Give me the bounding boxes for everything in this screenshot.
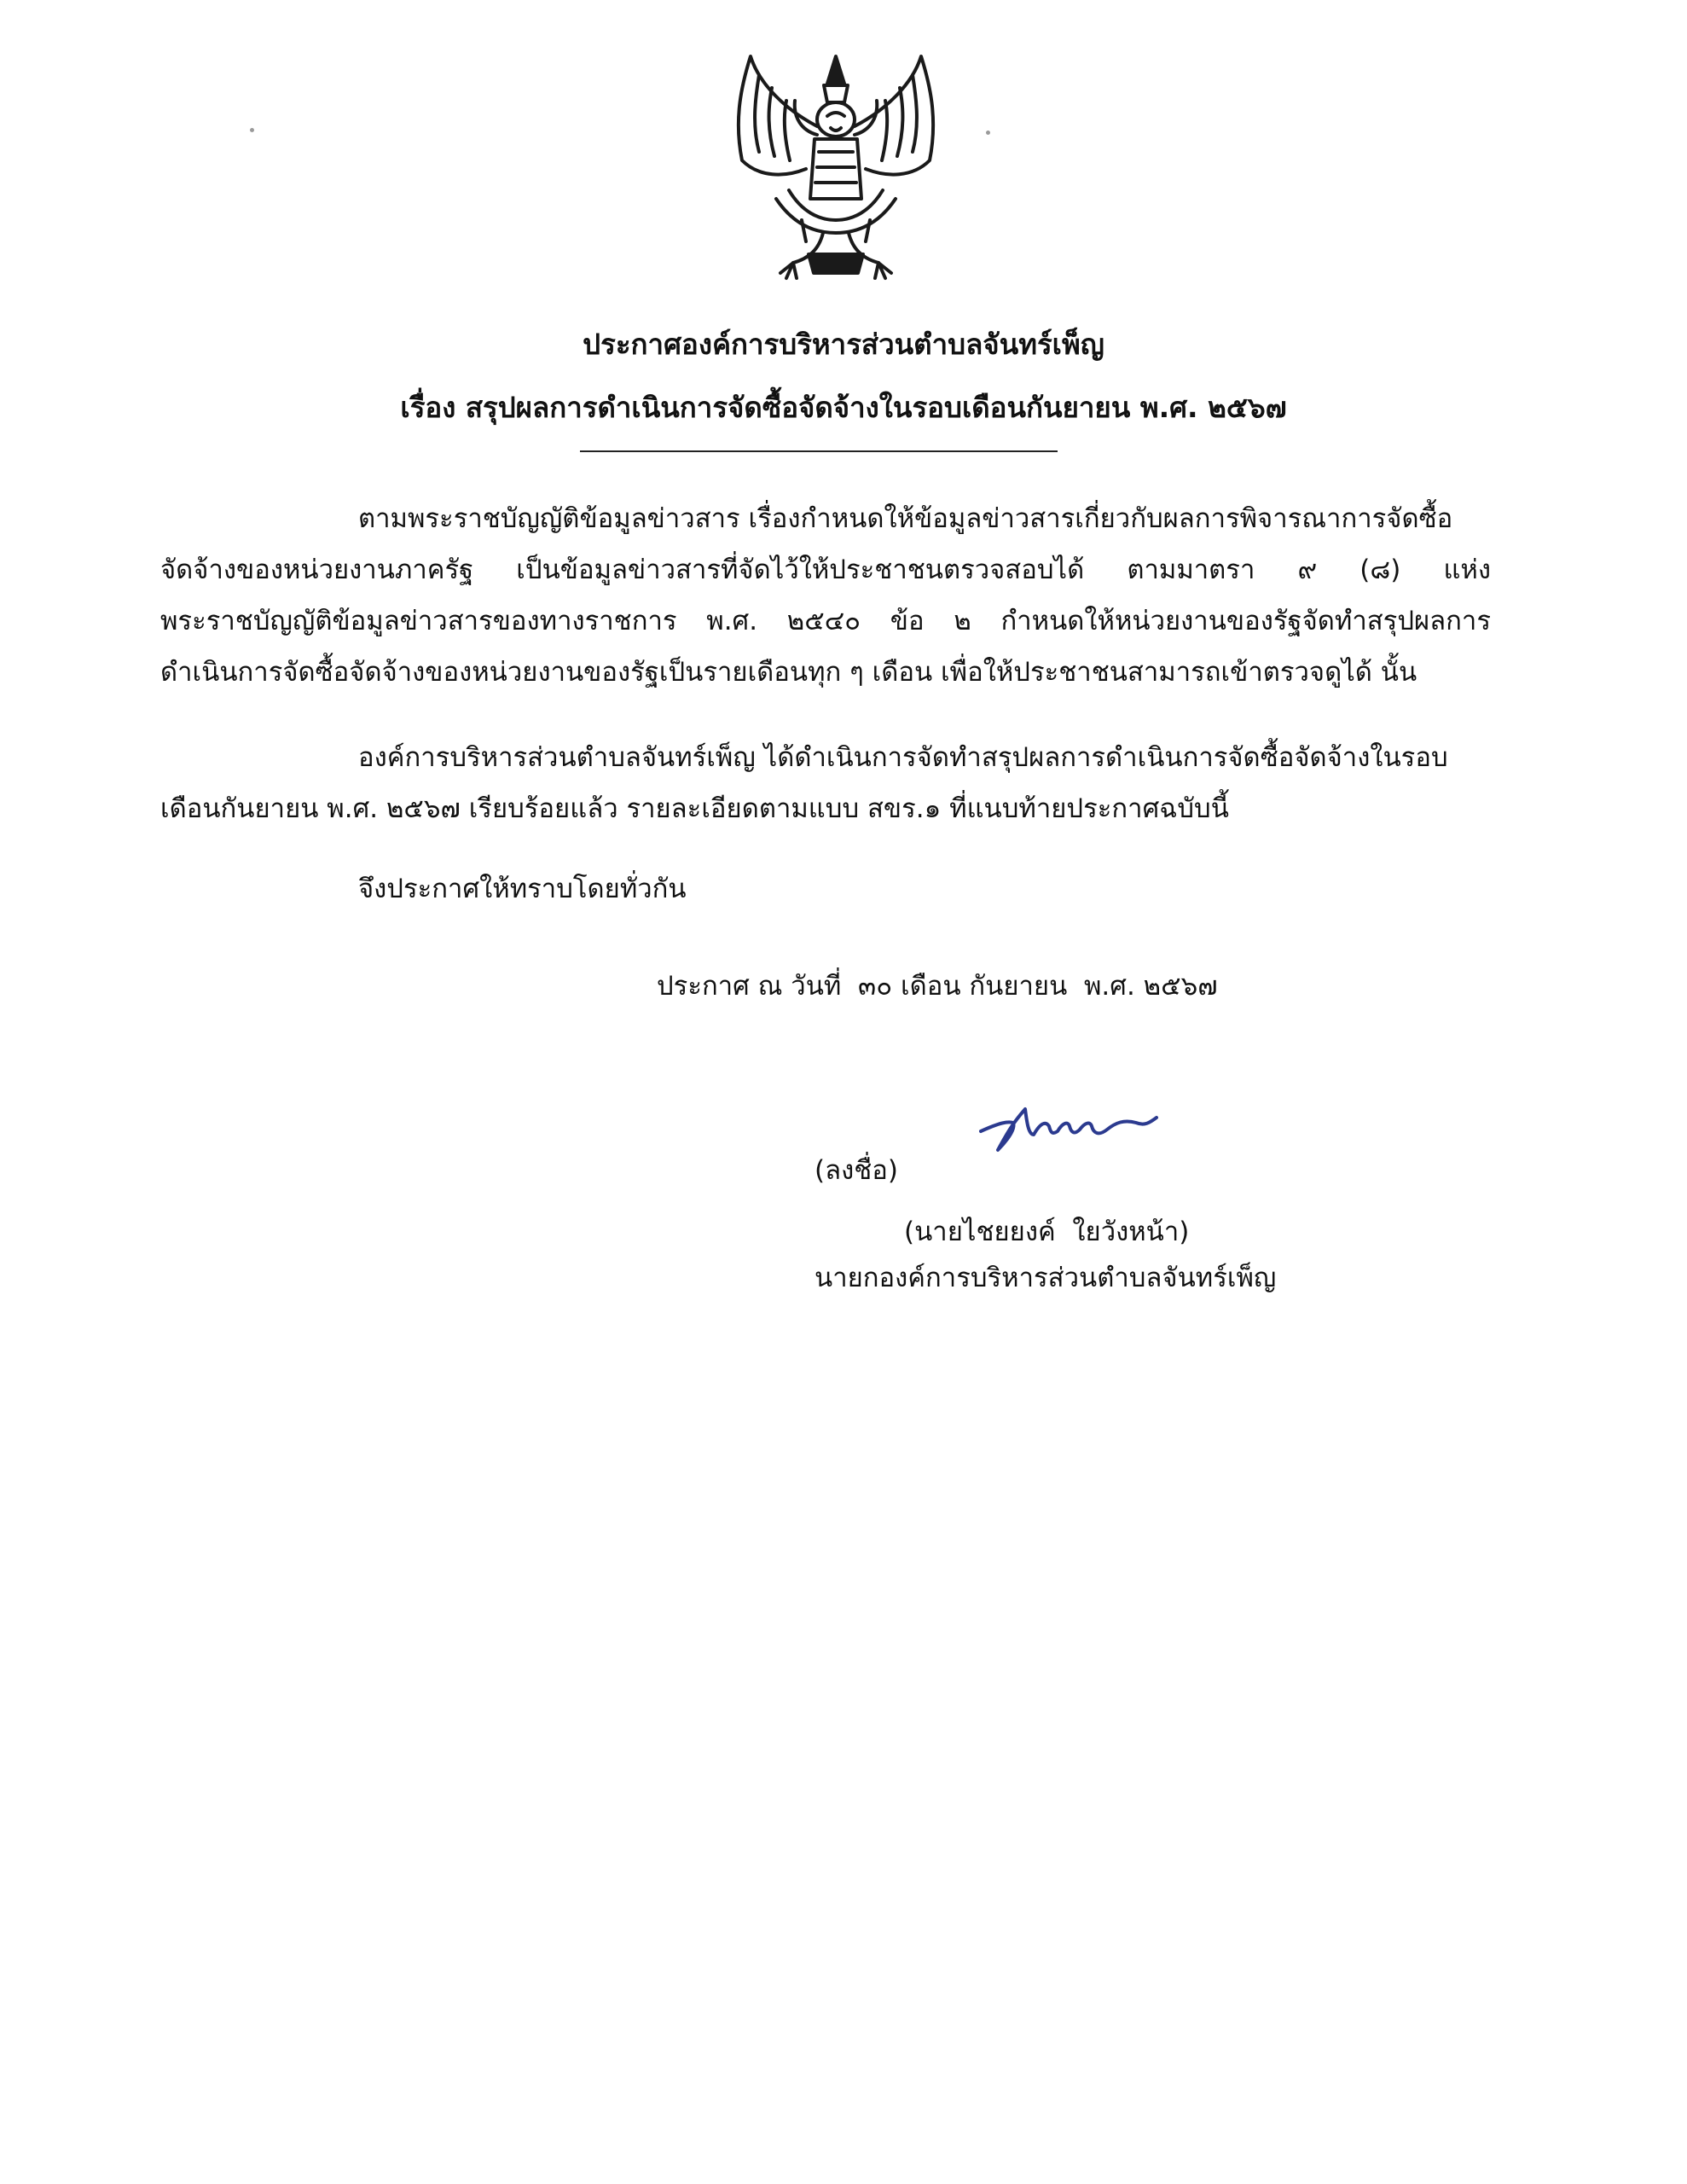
paragraph-line: องค์การบริหารส่วนตำบลจันทร์เพ็ญ ได้ดำเนินการจัดทำสรุปผลการดำเนินการจัดซื้อจัดจ้างในรอบ (358, 742, 1448, 773)
paragraph-line: ตามพระราชบัญญัติข้อมูลข่าวสาร เรื่องกำหนดให้ข้อมูลข่าวสารเกี่ยวกับผลการพิจารณาการจัดซื้อ (358, 503, 1453, 534)
announcement-subject: เรื่อง สรุปผลการดำเนินการจัดซื้อจัดจ้างในรอบเดือนกันยายน พ.ศ. ๒๕๖๗ (400, 391, 1287, 424)
handwritten-signature-icon (974, 1097, 1170, 1165)
garuda-emblem-icon (708, 49, 964, 288)
paragraph-line: พระราชบัญญัติข้อมูลข่าวสารของทางราชการ พ.ศ. ๒๕๔๐ ข้อ ๒ กำหนดให้หน่วยงานของรัฐจัดทำสรุปผลการ (160, 606, 1491, 636)
signatory-name: (นายไชยยงค์ ใยวังหน้า) (904, 1217, 1190, 1247)
scan-dot (986, 131, 990, 135)
title-divider (580, 450, 1058, 452)
announcement-date: ประกาศ ณ วันที่ ๓๐ เดือน กันยายน พ.ศ. ๒๕๖๗ (657, 971, 1218, 1002)
signatory-position: นายกองค์การบริหารส่วนตำบลจันทร์เพ็ญ (815, 1263, 1277, 1293)
paragraph-line: เดือนกันยายน พ.ศ. ๒๕๖๗ เรียบร้อยแล้ว รายละเอียดตามแบบ สขร.๑ ที่แนบท้ายประกาศฉบับนี้ (160, 793, 1229, 824)
signed-label: (ลงชื่อ) (815, 1155, 898, 1186)
scan-dot (250, 128, 254, 132)
paragraph-line: จัดจ้างของหน่วยงานภาครัฐ เป็นข้อมูลข่าวสารที่จัดไว้ให้ประชาชนตรวจสอบได้ ตามมาตรา ๙ (๘) แห่ง (160, 555, 1491, 585)
announcement-title: ประกาศองค์การบริหารส่วนตำบลจันทร์เพ็ญ (583, 328, 1104, 361)
closing-statement: จึงประกาศให้ทราบโดยทั่วกัน (358, 874, 687, 904)
paragraph-line: ดำเนินการจัดซื้อจัดจ้างของหน่วยงานของรัฐเป็นรายเดือนทุก ๆ เดือน เพื่อให้ประชาชนสามารถเข้าตรวจดูได้ นั้น (160, 657, 1417, 688)
